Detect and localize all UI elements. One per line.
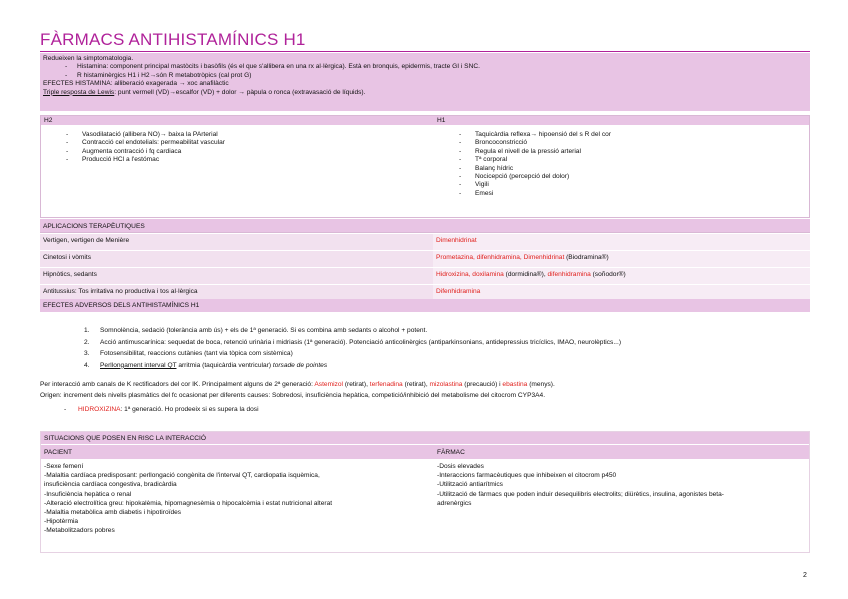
intro-box — [40, 53, 810, 111]
list-item: - Emesi — [437, 190, 806, 198]
list-item: 1. Somnolència, sedació (tolerància amb ús) + els de 1ª generació. Si es combina amb sedants o alcohol + potent. — [84, 327, 428, 334]
table-row: Hipnòtics, sedants Hidroxizina, doxilamina (dormidina®), difenhidramina (soñodor®) — [40, 267, 810, 284]
h2-header: H2 — [41, 116, 434, 125]
applications-table — [40, 219, 810, 299]
list-item: - Tª corporal — [437, 156, 806, 164]
title-rule — [40, 51, 810, 52]
list-item: -Dosis elevades — [437, 463, 484, 470]
risk-table — [40, 431, 810, 553]
hidroxizina-note: - HIDROXIZINA: 1ª generació. Ho prodeeix si es supera la dosi — [64, 406, 259, 414]
table-row: Cinetosi i vòmits Prometazina, difenhidramina, Dimenhidrinat (Biodramina®) — [40, 250, 810, 267]
list-item: -Utilització de fàrmacs que poden induir desequilibris electrolits; diürètics, insulina, agonistes beta- — [437, 490, 724, 498]
list-item: -Malaltia cardíaca predisposant: perllongació congènita de l'interval QT, cardiopatia isquèmica, — [44, 472, 320, 480]
patient-list — [41, 459, 434, 538]
patient-header: PACIENT — [44, 449, 73, 456]
page-title: FÀRMACS ANTIHISTAMÍNICS H1 — [40, 30, 306, 49]
list-item: insuficiència cardíaca congestiva, bradicàrdia — [44, 481, 177, 489]
table-row: Vertigen, vertigen de Menière Dimenhidrinat — [40, 233, 810, 250]
list-item: -Hipotèrmia — [44, 518, 79, 526]
list-item: 3. Fotosensibilitat, reaccions cutànies (tant via tòpica com sistèmica) — [84, 350, 293, 358]
list-item: - Augmenta contracció i fq cardiaca — [44, 148, 431, 156]
list-item: 4. Perllongament interval QT arritmia (taquicàrdia ventricular) torsade de pointes — [84, 361, 328, 369]
origin-note: Origen: increment dels nivells plasmàtics del fc ocasionat per diferents causes: Sobredosi, insuficiència hepàtica, competició/inhibició del metabolisme del citocrom CYP3A4. — [40, 392, 546, 400]
list-item: -Sexe femení — [44, 463, 84, 470]
list-item: -Metabolitzadors pobres — [44, 527, 115, 535]
lewis-line: Triple resposta de Lewis: punt vermell (VD)→escalfor (VD) + dolor → pàpula o ronca (extravasació de líquids). — [43, 88, 366, 96]
applications-heading: APLICACIONS TERAPÈUTIQUES — [40, 219, 810, 233]
drug-list — [434, 459, 809, 538]
intro-bullet: - Histamina: component principal mastòcits i basòfils (és el que s'allibera en una rx al·lèrgica). Està en bronquis, epidermis, tracte GI i SNC. — [65, 63, 480, 71]
h2-effects-list — [44, 131, 431, 165]
list-item: adrenèrgics — [437, 499, 472, 507]
adverse-list — [40, 325, 810, 371]
adverse-section — [40, 299, 810, 415]
list-item: -Interaccions farmacèutiques que inhibeixen el citocrom p450 — [437, 472, 617, 480]
list-item: - Broncoconstricció — [437, 139, 806, 147]
list-item: -Malaltia metabòlica amb diabetis i hipotiroïdes — [44, 509, 182, 517]
list-item: -Alteració electrolítica greu: hipokalèmia, hipomagnesèmia o hipocalcèmia i estat nutricional alterat — [44, 499, 333, 507]
list-item: -Insuficiència hepàtica o renal — [44, 490, 132, 498]
intro-line: Redueixen la simptomatologia. — [43, 55, 134, 62]
list-item: - Taquicàrdia reflexa→ hipoensió del s R del cor — [437, 131, 806, 139]
list-item: - Nocicepció (percepció del dolor) — [437, 173, 806, 181]
risk-heading: SITUACIONS QUE POSEN EN RISC LA INTERACCIÓ — [41, 432, 809, 445]
list-item: - Contracció cel endotelials: permeabilitat vascular — [44, 139, 431, 147]
lewis-label: Triple resposta de Lewis — [43, 88, 115, 96]
h1-effects-list — [437, 131, 806, 198]
list-item: 2. Acció antimuscarínica: sequedat de boca, retenció urinària i midriasis (1ª generació). Potenciació anticolinèrgics (antiparkinsonians, antidepressius tricíclics, IMAO, neurolèptics...) — [84, 338, 622, 346]
list-item: -Utilització antiarítmics — [437, 481, 503, 489]
drug-header: FÀRMAC — [437, 449, 465, 456]
table-row: Antitussius: Tos irritativa no productiva i tos al·lèrgica Difenhidramina — [40, 284, 810, 301]
intro-line: EFECTES HISTAMINA: alliberació exagerada → xoc anafilàctic — [43, 80, 229, 88]
intro-bullet: - R histaminèrgics H1 i H2→són R metabotròpics (cal prot G) — [65, 71, 252, 79]
receptor-table — [40, 115, 810, 218]
list-item: - Vigili — [437, 181, 806, 189]
list-item: - Balanç hídric — [437, 165, 806, 173]
adverse-heading: EFECTES ADVERSOS DELS ANTIHISTAMÍNICS H1 — [40, 299, 810, 312]
list-item: - Regula el nivell de la pressió arterial — [437, 148, 806, 156]
interaction-note: Per interacció amb canals de K rectificadors del cor IK. Principalment alguns de 2ª generació: Astemizol (retirat), terfenadina (retirat), mizolastina (precaució) i ebastina (menys). — [40, 381, 555, 389]
list-item: - Vasodilatació (allibera NO)→ baixa la PArterial — [44, 131, 431, 139]
list-item: - Producció HCl a l'estómac — [44, 156, 431, 164]
h1-header: H1 — [434, 116, 809, 125]
page-number: 2 — [803, 572, 807, 579]
